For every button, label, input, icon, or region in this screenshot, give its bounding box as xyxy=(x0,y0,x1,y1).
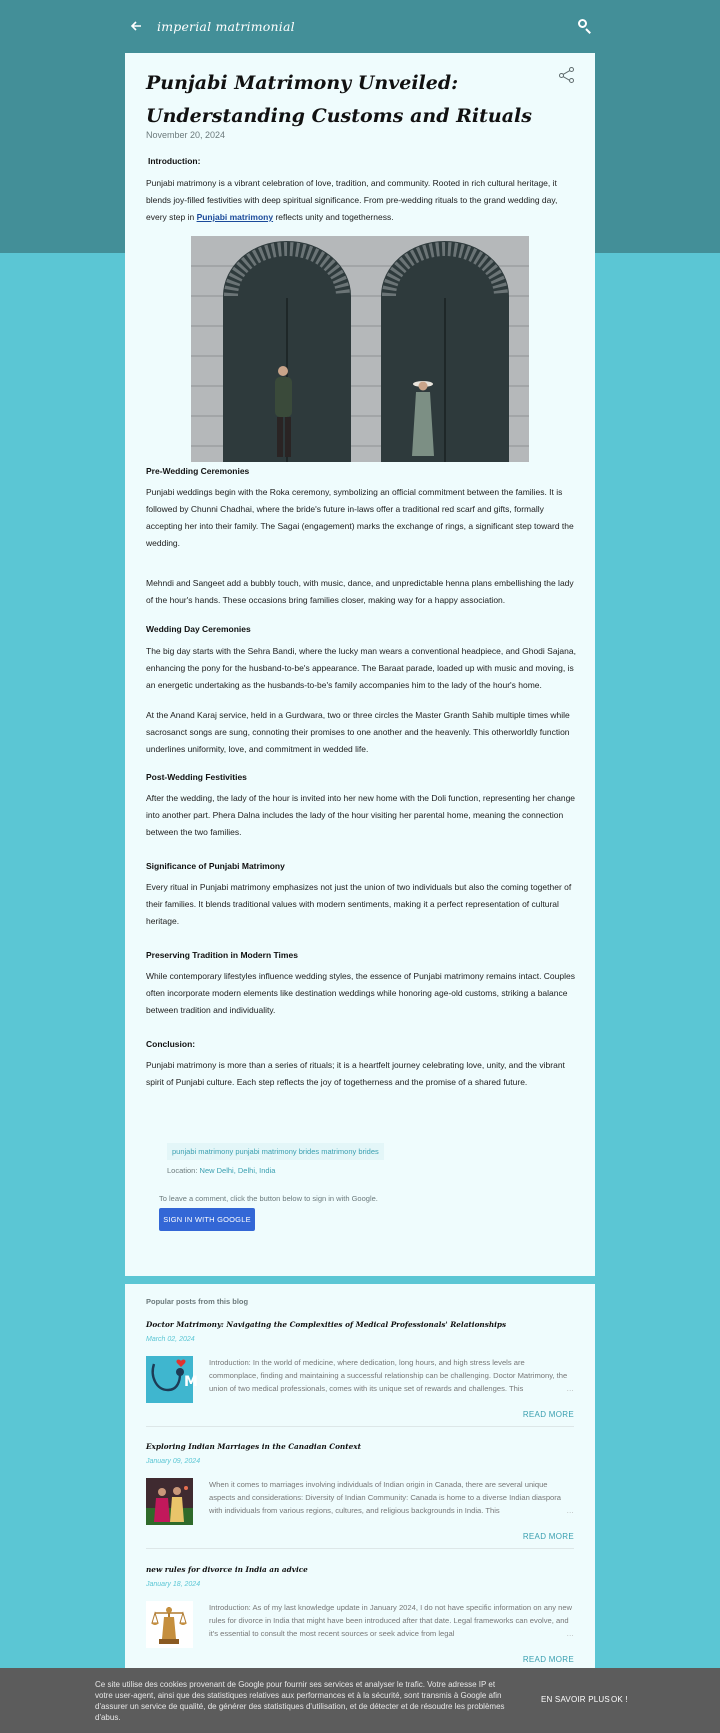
comment-note: To leave a comment, click the button below to sign in with Google. xyxy=(159,1194,378,1203)
divider xyxy=(146,1548,574,1549)
post-title: Punjabi Matrimony Unveiled: Understanding Customs and Rituals xyxy=(146,72,532,127)
lady-justice-icon[interactable] xyxy=(146,1601,193,1648)
blog-title-link[interactable]: imperial matrimonial xyxy=(157,18,295,34)
popular-post-date[interactable]: January 09, 2024 xyxy=(146,1458,201,1465)
pre-wedding-paragraph-1: Punjabi weddings begin with the Roka ceremony, symbolizing an official commitment between the families. It is followed by Chunni Chadhai, where the bride's future in-laws offer a traditional red scarf and gifts, formally accepting her into their family. The Sagai (engagement) marks the exchange of rings, a significant step toward the wedding. xyxy=(146,487,574,548)
tradition-heading: Preserving Tradition in Modern Times xyxy=(146,950,298,960)
read-more-button[interactable]: READ MORE xyxy=(522,1410,574,1419)
wedding-day-paragraph-2: At the Anand Karaj service, held in a Gurdwara, two or three circles the Master Granth Sahib multiple times while sacrosanct songs are sung, connoting their promises to one another and the heavenly. This otherworldly function underlines uniformity, love, and commitment in wedded life. xyxy=(146,710,570,754)
conclusion-heading: Conclusion: xyxy=(146,1039,196,1049)
post-location: Location: New Delhi, Delhi, India xyxy=(167,1166,276,1175)
cookie-learn-more-button[interactable]: EN SAVOIR PLUS xyxy=(541,1695,610,1704)
popular-post-title[interactable]: Doctor Matrimony: Navigating the Complexities of Medical Professionals' Relationships xyxy=(146,1320,507,1329)
svg-text:M: M xyxy=(184,1374,198,1390)
popular-post-title[interactable]: Exploring Indian Marriages in the Canadian Context xyxy=(146,1442,361,1451)
wedding-couple-photo[interactable] xyxy=(146,1478,193,1525)
punjabi-matrimony-link[interactable]: Punjabi matrimony xyxy=(196,212,274,222)
intro-heading: Introduction: xyxy=(148,156,201,166)
significance-heading: Significance of Punjabi Matrimony xyxy=(146,861,285,871)
pre-wedding-paragraph-2: Mehndi and Sangeet add a bubbly touch, with music, dance, and unpredictable henna plans embellishing the lady of the hour's hands. These occasions bring families closer, making way for a happy association. xyxy=(146,578,574,605)
read-more-button[interactable]: READ MORE xyxy=(522,1532,574,1541)
popular-post-snippet: Introduction: As of my last knowledge update in January 2024, I do not have specific information on any new rules for divorce in India that might have been introduced after that date. Legal frameworks can evolve, and it's essential to consult the most recent sources or seek advice from legal … xyxy=(209,1603,574,1638)
popular-post-title[interactable]: new rules for divorce in India an advice xyxy=(146,1565,308,1574)
post-card xyxy=(125,53,595,1276)
intro-paragraph: Punjabi matrimony is a vibrant celebration of love, tradition, and community. Rooted in rich cultural heritage, it blends joy-filled festivities with deep spiritual significance. From pre-wedding rituals to the grand wedding day, every step in Punjabi matrimony reflects unity and togetherness. xyxy=(146,178,558,222)
search-icon[interactable] xyxy=(573,15,595,37)
popular-post-date[interactable]: March 02, 2024 xyxy=(146,1336,195,1343)
conclusion-paragraph: Punjabi matrimony is more than a series of rituals; it is a heartfelt journey celebrating love, unity, and the vibrant spirit of Punjabi culture. Each step reflects the joy of togetherness and the promise of a shared future. xyxy=(146,1060,565,1087)
cookie-consent-bar xyxy=(0,1668,720,1733)
popular-post-date[interactable]: January 18, 2024 xyxy=(146,1581,201,1588)
read-more-button[interactable]: READ MORE xyxy=(522,1655,574,1664)
stethoscope-heart-icon[interactable] xyxy=(146,1356,198,1403)
popular-post-snippet: When it comes to marriages involving individuals of Indian origin in Canada, there are several unique aspects and considerations: Diversity of Indian Community: Canada is home to a diverse Indian diaspora with individuals from various regions, cultures, and religious backgrounds in India. This … xyxy=(209,1480,574,1515)
location-link[interactable]: New Delhi, Delhi, India xyxy=(199,1166,276,1175)
sign-in-google-button[interactable]: SIGN IN WITH GOOGLE xyxy=(159,1208,255,1231)
popular-post-snippet: Introduction: In the world of medicine, where dedication, long hours, and high stress levels are commonplace, finding and maintaining a successful relationship can be challenging. Doctor Matrimony, the union of two medical professionals, comes with its unique set of rewards and challenges. This … xyxy=(209,1358,574,1393)
cookie-ok-button[interactable]: OK ! xyxy=(611,1695,628,1704)
post-labels[interactable]: punjabi matrimony punjabi matrimony brides matrimony brides xyxy=(167,1143,384,1160)
divider xyxy=(146,1426,574,1427)
pre-wedding-heading: Pre-Wedding Ceremonies xyxy=(146,466,250,476)
post-wedding-heading: Post-Wedding Festivities xyxy=(146,772,247,782)
popular-posts-title: Popular posts from this blog xyxy=(146,1297,249,1306)
post-wedding-paragraph: After the wedding, the lady of the hour is invited into her new home with the Doli function, representing her change into another part. Phera Dalna includes the lady of the hour visiting her parental home, meaning the connection between the two families. xyxy=(146,793,576,837)
back-arrow-icon[interactable] xyxy=(125,15,147,37)
wedding-day-paragraph-1: The big day starts with the Sehra Bandi, where the lucky man wears a conventional headpiece, and Ghodi Sajana, enhancing the pony for the husband-to-be's appearance. The Baraat parade, loaded up with music and moving, is an energetic undertaking as the husbands-to-be's family accompanies him to the lady of the hour's home. xyxy=(146,646,576,690)
tradition-paragraph: While contemporary lifestyles influence wedding styles, the essence of Punjabi matrimony remains intact. Couples often incorporate modern elements like destination weddings while honoring age-old customs, striking a balance between tradition and individuality. xyxy=(146,971,575,1015)
post-date: November 20, 2024 xyxy=(146,130,226,140)
significance-paragraph: Every ritual in Punjabi matrimony emphasizes not just the union of two individuals but also the coming together of their families. It blends traditional values with modern sentiments, making it a perfect representation of cultural heritage. xyxy=(146,882,572,926)
cookie-notice-text: Ce site utilise des cookies provenant de Google pour fournir ses services et analyser le trafic. Votre adresse IP et votre user-agent, ainsi que des statistiques relatives aux performances et à la sécurité, sont transmis à Google afin d'assurer un service de qualité, de générer des statistiques d'utilisation, et de détecter et de résoudre les problèmes d'abus. xyxy=(95,1680,505,1722)
share-icon[interactable] xyxy=(559,67,575,83)
blog-header xyxy=(125,14,595,38)
couple-photo xyxy=(191,236,529,462)
popular-posts-card xyxy=(125,1284,595,1733)
wedding-day-heading: Wedding Day Ceremonies xyxy=(146,624,251,634)
